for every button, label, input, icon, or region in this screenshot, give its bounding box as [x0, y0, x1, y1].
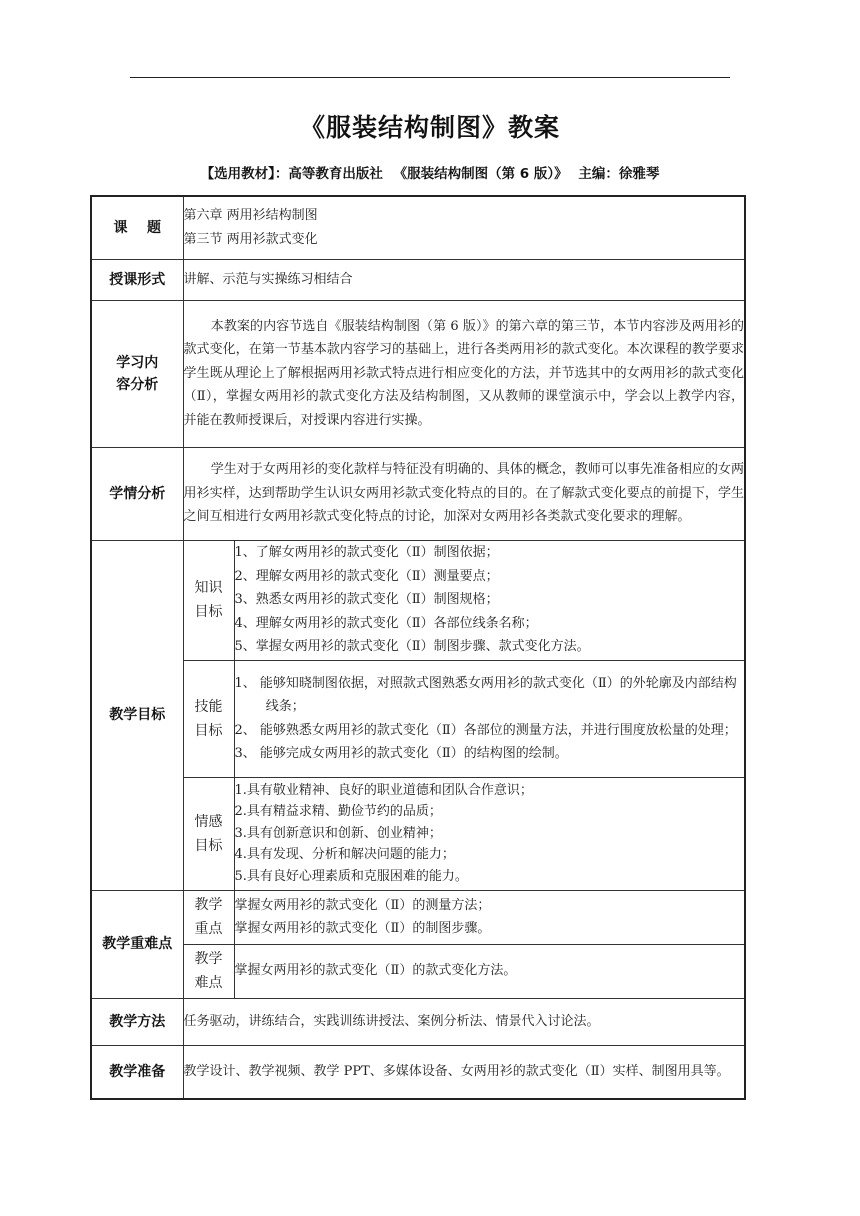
emotion-objective-list	[234, 777, 745, 890]
emotion-item: 2.具有精益求精、勤俭节约的品质；	[234, 804, 442, 820]
row-objective-emotion	[91, 777, 745, 890]
label-knowledge-objective: 知识目标	[183, 540, 234, 660]
label-content-analysis: 学习内容分析	[91, 300, 183, 447]
skill-item: 3、 能够完成女两用衫的款式变化（Ⅱ）的结构图的绘制。	[234, 746, 568, 761]
row-learner-analysis	[91, 447, 745, 540]
textbook-title: 《服装结构制图（第 6 版）》	[393, 166, 568, 182]
label-difficulty: 教学难点	[183, 944, 234, 998]
knowledge-item: 3、熟悉女两用衫的款式变化（Ⅱ）制图规格；	[234, 592, 499, 608]
learner-analysis-text: 学生对于女两用衫的变化款样与特征没有明确的、具体的概念，教师可以事先准备相应的女两用衫实样，达到帮助学生认识女两用衫款式变化特点的目的。在了解款式变化要点的前提下，学生之间互相进行女两用衫款式变化特点的讨论，加深对女两用衫各类款式变化要求的理解。	[183, 447, 745, 540]
label-methods: 教学方法	[91, 998, 183, 1045]
emotion-item: 3.具有创新意识和创新、创业精神；	[234, 825, 442, 841]
emotion-item: 4.具有发现、分析和解决问题的能力；	[234, 847, 455, 863]
content-analysis-text: 本教案的内容节选自《服装结构制图（第 6 版）》的第六章的第三节，本节内容涉及两用衫的款式变化，在第一节基本款内容学习的基础上，进行各类两用衫的款式变化。本次课程的教学要求学生既从理论上了解根据两用衫款式特点进行相应变化的方法，并节选其中的女两用衫的款式变化（Ⅱ），掌握女两用衫的款式变化方法及结构制图，又从教师的课堂演示中，学会以上教学内容，并能在教师授课后，对授课内容进行实操。	[183, 300, 745, 447]
preparation-text: 教学设计、教学视频、教学 PPT、多媒体设备、女两用衫的款式变化（Ⅱ）实样、制图用具等。	[183, 1045, 745, 1099]
topic-section: 第三节 两用衫款式变化	[183, 231, 318, 247]
label-topic: 课 题	[91, 196, 183, 259]
row-key-difficulty	[91, 944, 745, 998]
label-emotion-objective: 情感目标	[183, 777, 234, 890]
knowledge-objective-list	[234, 540, 745, 660]
label-skill-objective: 技能目标	[183, 660, 234, 777]
topic-content	[183, 196, 745, 259]
row-form	[91, 259, 745, 300]
textbook-editor: 主编：徐雅琴	[578, 166, 660, 182]
label-objectives: 教学目标	[91, 540, 183, 890]
lesson-plan-table	[90, 195, 746, 1100]
form-content: 讲解、示范与实操练习相结合	[183, 259, 745, 300]
focus-item: 掌握女两用衫的款式变化（Ⅱ）的测量方法；	[234, 897, 491, 913]
row-objective-skill	[91, 660, 745, 777]
skill-item: 2、 能够熟悉女两用衫的款式变化（Ⅱ）各部位的测量方法，并进行围度放松量的处理；	[234, 722, 737, 738]
row-topic	[91, 196, 745, 259]
skill-objective-list	[234, 660, 745, 777]
emotion-item: 5.具有良好心理素质和克服困难的能力。	[234, 868, 468, 884]
focus-list	[234, 890, 745, 944]
focus-item: 掌握女两用衫的款式变化（Ⅱ）的制图步骤。	[234, 921, 491, 936]
knowledge-item: 2、理解女两用衫的款式变化（Ⅱ）测量要点；	[234, 568, 499, 584]
document-title: 《服装结构制图》教案	[299, 113, 560, 142]
knowledge-item: 1、了解女两用衫的款式变化（Ⅱ）制图依据；	[234, 545, 499, 561]
row-key-focus	[91, 890, 745, 944]
knowledge-item: 5、掌握女两用衫的款式变化（Ⅱ）制图步骤、款式变化方法。	[234, 639, 590, 655]
row-content-analysis	[91, 300, 745, 447]
textbook-info	[0, 162, 860, 182]
textbook-publisher: 【选用教材】：高等教育出版社	[200, 166, 383, 182]
difficulty-text: 掌握女两用衫的款式变化（Ⅱ）的款式变化方法。	[234, 944, 745, 998]
skill-item: 1、 能够知晓制图依据，对照款式图熟悉女两用衫的款式变化（Ⅱ）的外轮廓及内部结构线条；	[234, 675, 737, 714]
label-learner-analysis: 学情分析	[91, 447, 183, 540]
emotion-item: 1.具有敬业精神、良好的职业道德和团队合作意识；	[234, 782, 533, 798]
row-objective-knowledge	[91, 540, 745, 660]
topic-chapter: 第六章 两用衫结构制图	[183, 208, 318, 224]
label-preparation: 教学准备	[91, 1045, 183, 1099]
methods-text: 任务驱动，讲练结合，实践训练讲授法、案例分析法、情景代入讨论法。	[183, 998, 745, 1045]
label-key-points: 教学重难点	[91, 890, 183, 998]
knowledge-item: 4、理解女两用衫的款式变化（Ⅱ）各部位线条名称；	[234, 615, 538, 631]
row-preparation	[91, 1045, 745, 1099]
label-form: 授课形式	[91, 259, 183, 300]
label-focus: 教学重点	[183, 890, 234, 944]
row-methods	[91, 998, 745, 1045]
header-rule	[130, 77, 730, 78]
